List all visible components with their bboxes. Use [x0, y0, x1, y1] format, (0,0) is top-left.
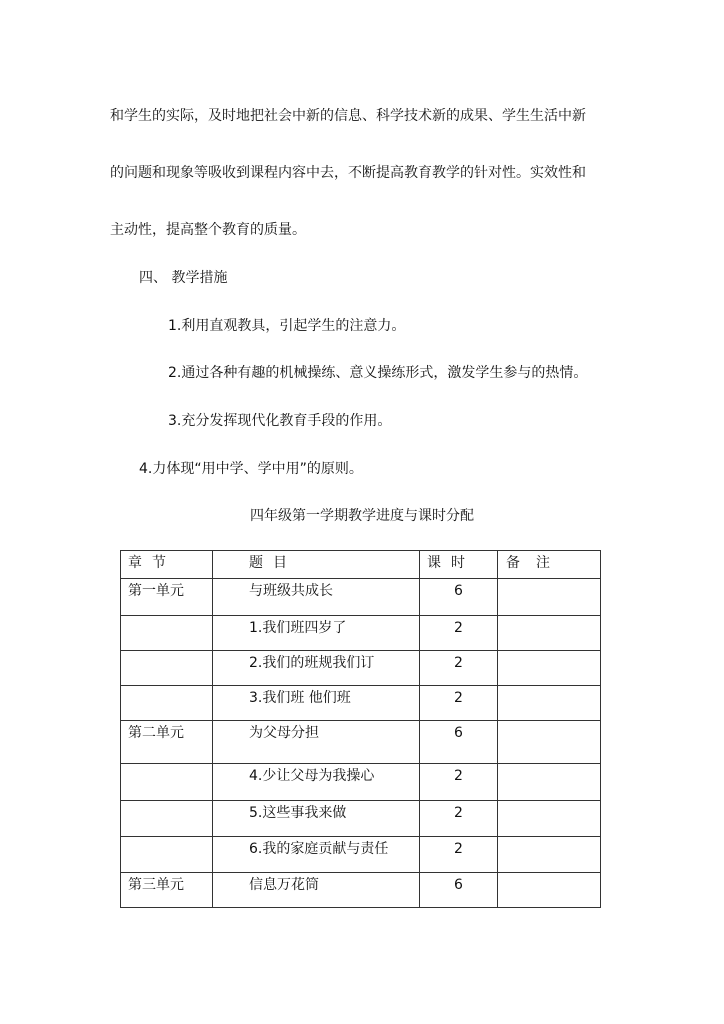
cell-chapter	[121, 764, 213, 801]
cell-hours: 6	[420, 721, 498, 764]
cell-title: 5.这些事我来做	[213, 801, 420, 837]
cell-hours: 6	[420, 579, 498, 616]
cell-chapter: 第二单元	[121, 721, 213, 764]
cell-hours: 2	[420, 651, 498, 686]
cell-note	[498, 801, 601, 837]
paragraph-line-1: 和学生的实际，及时地把社会中新的信息、科学技术新的成果、学生生活中新	[110, 108, 586, 124]
table-row	[121, 651, 601, 686]
cell-hours: 2	[420, 837, 498, 873]
table-caption: 四年级第一学期教学进度与课时分配	[250, 508, 474, 524]
cell-hours: 2	[420, 801, 498, 837]
cell-title: 与班级共成长	[213, 579, 420, 616]
schedule-table	[120, 550, 601, 908]
paragraph-line-2: 的问题和现象等吸收到课程内容中去，不断提高教育教学的针对性。实效性和	[110, 165, 586, 181]
cell-note	[498, 721, 601, 764]
cell-hours: 2	[420, 616, 498, 651]
cell-hours: 2	[420, 764, 498, 801]
cell-note	[498, 764, 601, 801]
cell-chapter	[121, 651, 213, 686]
cell-chapter	[121, 616, 213, 651]
cell-chapter: 第一单元	[121, 579, 213, 616]
table-row	[121, 721, 601, 764]
section-heading: 四、 教学措施	[139, 270, 228, 286]
table-row	[121, 579, 601, 616]
header-chapter: 章节	[121, 551, 213, 579]
measure-item-4: 4.力体现“用中学、学中用”的原则。	[139, 461, 363, 477]
cell-title: 信息万花筒	[213, 873, 420, 908]
cell-note	[498, 616, 601, 651]
paragraph-line-3: 主动性，提高整个教育的质量。	[110, 222, 306, 238]
cell-chapter	[121, 686, 213, 721]
table-header-row	[121, 551, 601, 579]
header-note: 备注	[498, 551, 601, 579]
cell-chapter: 第三单元	[121, 873, 213, 908]
measure-item-2: 2.通过各种有趣的机械操练、意义操练形式，激发学生参与的热情。	[168, 365, 588, 381]
cell-note	[498, 686, 601, 721]
table-row	[121, 801, 601, 837]
cell-title: 为父母分担	[213, 721, 420, 764]
cell-title: 3.我们班 他们班	[213, 686, 420, 721]
header-title: 题目	[213, 551, 420, 579]
cell-note	[498, 873, 601, 908]
cell-title: 4.少让父母为我操心	[213, 764, 420, 801]
table-row	[121, 686, 601, 721]
table-row	[121, 837, 601, 873]
cell-chapter	[121, 837, 213, 873]
header-hours: 课时	[420, 551, 498, 579]
cell-title: 6.我的家庭贡献与责任	[213, 837, 420, 873]
cell-note	[498, 579, 601, 616]
table-row	[121, 873, 601, 908]
table-row	[121, 764, 601, 801]
cell-title: 2.我们的班规我们订	[213, 651, 420, 686]
cell-note	[498, 651, 601, 686]
measure-item-1: 1.利用直观教具，引起学生的注意力。	[168, 318, 406, 334]
measure-item-3: 3.充分发挥现代化教育手段的作用。	[168, 413, 392, 429]
cell-hours: 6	[420, 873, 498, 908]
cell-chapter	[121, 801, 213, 837]
cell-hours: 2	[420, 686, 498, 721]
cell-title: 1.我们班四岁了	[213, 616, 420, 651]
cell-note	[498, 837, 601, 873]
table-row	[121, 616, 601, 651]
